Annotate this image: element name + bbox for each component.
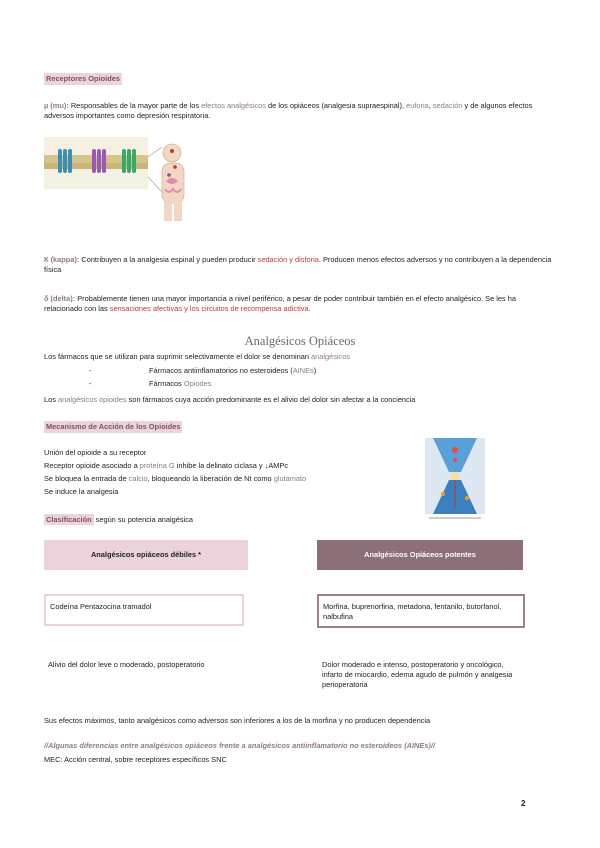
bullet-highlight: AINEs bbox=[292, 366, 314, 375]
mu-highlight-euforia: euforia bbox=[406, 101, 429, 110]
analgesicos-summary bbox=[44, 395, 564, 405]
kappa-paragraph bbox=[44, 255, 556, 275]
mecanismo-step-2 bbox=[44, 460, 404, 473]
section-heading-mecanismo: Mecanismo de Acción de los Opioides bbox=[46, 422, 181, 431]
summary-text-1: Los bbox=[44, 395, 58, 404]
intro-text: Los fármacos que se utilizan para suprimir selectivamente el dolor se denominan bbox=[44, 352, 312, 361]
mecanismo-step-1: Unión del opioide a su receptor bbox=[44, 448, 147, 457]
delta-label: δ (delta): bbox=[44, 294, 76, 303]
step-3-text-b: , bloqueando la liberación de Nt como bbox=[147, 473, 274, 483]
bullet-highlight: Opiodes bbox=[183, 378, 212, 388]
summary-highlight: analgésicos opioides bbox=[57, 395, 127, 404]
mu-text-3: , bbox=[428, 101, 433, 110]
analgesicos-intro bbox=[44, 352, 556, 362]
delta-paragraph bbox=[44, 294, 556, 314]
delta-text-1: Probablemente tienen una mayor importancia a nivel periférico, a pesar de poder contribuir también en el efecto analgésico. Se les ha relacionado con las bbox=[44, 294, 516, 313]
step-2-text-b: inhibe la delinato ciclasa y ↓AMPc bbox=[174, 460, 289, 470]
page-number: 2 bbox=[521, 799, 526, 808]
step-2-text: Receptor opioide asociado a bbox=[44, 460, 140, 470]
receptor-illustration bbox=[44, 137, 198, 221]
kappa-text-1: Contribuyen a la analgesia espinal y pueden producir bbox=[79, 255, 258, 264]
clasificacion-label: Clasificación bbox=[46, 515, 92, 524]
weak-opioids-header: Analgésicos opiáceos débiles * bbox=[44, 540, 248, 570]
kappa-highlight: sedación y disforia bbox=[257, 255, 319, 264]
mecanismo-step-4: Se induce la analgesia bbox=[44, 486, 119, 496]
bullet-text-1: Fármacos bbox=[149, 378, 184, 388]
receptor-kappa-shape bbox=[92, 149, 106, 173]
receptor-delta-shape bbox=[122, 149, 136, 173]
strong-opioids-drugs: Morfina, buprenorfina, metadona, fentanilo, butorfanol, nalbufina bbox=[317, 594, 525, 628]
mu-label: µ (mu): bbox=[44, 101, 69, 110]
bullet-text-1: Fármacos antiinflamatorios no esteroideos ( bbox=[149, 366, 293, 375]
bullet-list bbox=[44, 366, 556, 389]
delta-highlight: sensaciones afectivas y los circuitos de recompensa adictiva. bbox=[109, 303, 311, 313]
step-3-text: Se bloquea la entrada de bbox=[44, 473, 129, 483]
bullet-dash: - bbox=[89, 366, 92, 375]
weak-opioids-use: Alivio del dolor leve o moderado, postoperatorio bbox=[48, 660, 205, 669]
mu-text-4: y de algunos efectos adversos importantes como depresión respiratoria. bbox=[44, 101, 533, 120]
list-item bbox=[44, 366, 556, 376]
bullet-dash: - bbox=[89, 378, 92, 388]
clasificacion-rest: según su potencia analgésica bbox=[93, 515, 194, 524]
step-2-highlight: proteína G bbox=[139, 460, 175, 470]
bullet-text-2: ) bbox=[313, 366, 317, 375]
effects-note: Sus efectos máximos, tanto analgésicos como adversos son inferiores a los de la morfina y no producen dependencia bbox=[44, 716, 431, 725]
kappa-label: К (kappa): bbox=[44, 255, 80, 264]
weak-opioids-drugs: Codeína Pentazocina tramadol bbox=[44, 594, 244, 626]
section-heading-receptores: Receptores Opioides bbox=[46, 74, 120, 83]
mu-highlight-sedacion: sedación bbox=[432, 101, 463, 110]
mu-paragraph bbox=[44, 101, 556, 121]
differences-title: //Algunas diferencias entre analgésicos opiáceos frente a analgésicos antiinflamatorio no esteroideos (AINEs)// bbox=[44, 741, 435, 750]
mecanismo-step-3 bbox=[44, 473, 404, 486]
mu-highlight-analgesic: efectos analgésicos bbox=[201, 101, 266, 110]
intro-highlight: analgésicos bbox=[311, 352, 351, 361]
summary-text-2: son fármacos cuya acción predominante es el alivio del dolor sin afectar a la conciencia bbox=[126, 395, 416, 404]
list-item bbox=[44, 379, 556, 389]
strong-opioids-header: Analgésicos Opiáceos potentes bbox=[317, 540, 523, 570]
step-3-highlight-glutamato: glutamato bbox=[273, 473, 307, 483]
mec-line: MEC: Acción central, sobre receptores específicos SNC bbox=[44, 755, 227, 764]
mecanismo-steps bbox=[44, 447, 404, 499]
mu-text-2: de los opiáceos (analgesia supraespinal), bbox=[266, 101, 407, 110]
step-3-highlight-calcio: calcio bbox=[128, 473, 148, 483]
strong-opioids-use: Dolor moderado e intenso, postoperatorio y oncológico, infarto de miocardio, edema agudo de pulmón y analgesia perioperatoria bbox=[322, 660, 513, 689]
receptor-figure bbox=[44, 137, 198, 221]
page-title-analgesicos: Analgésicos Opiáceos bbox=[244, 334, 356, 348]
synapse-figure bbox=[425, 438, 485, 522]
clasificacion-line bbox=[44, 515, 193, 525]
mu-text-1: Responsables de la mayor parte de los bbox=[68, 101, 202, 110]
kappa-text-2: . Producen menos efectos adversos y no contribuyen a la dependencia física bbox=[44, 255, 552, 274]
receptor-mu-shape bbox=[58, 149, 72, 173]
synapse-illustration bbox=[425, 438, 485, 522]
